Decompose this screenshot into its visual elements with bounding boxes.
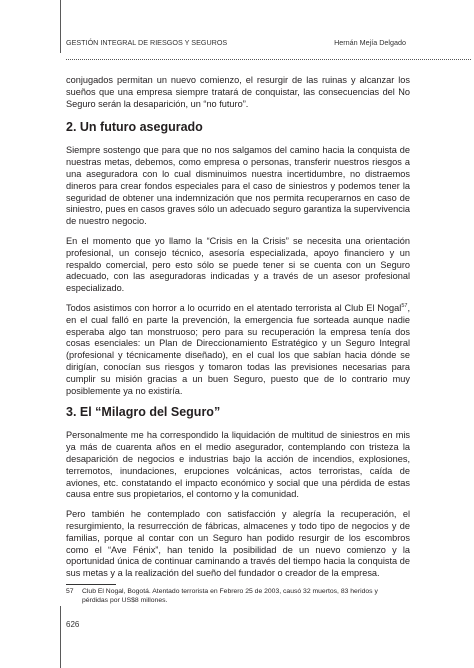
footnote bbox=[66, 588, 396, 605]
paragraph: En el momento que yo llamo la “Crisis en la Crisis” se necesita una orientación profesional, un consejo técnico, asesoría especializada, apoyo financiero y un respaldo comercial, pero esto sólo se puede tener si se cuenta con un Seguro adecuado, con las aseguradoras indicadas y a través de un asesor profesional especializado. bbox=[66, 235, 410, 294]
section-heading-2: 2. Un futuro asegurado bbox=[66, 120, 203, 135]
paragraph-text: Todos asistimos con horror a lo ocurrido en el atentado terrorista al Club El Nogal bbox=[66, 302, 402, 313]
section-heading-3: 3. El “Milagro del Seguro” bbox=[66, 405, 221, 420]
header-book-title: GESTIÓN INTEGRAL DE RIESGOS Y SEGUROS bbox=[66, 38, 228, 47]
footnote-text: Club El Nogal, Bogotá. Atentado terrorista en Febrero 25 de 2003, causó 32 muertos, 83 heridos y pérdidas por US$8 millones. bbox=[82, 588, 378, 604]
page-number: 626 bbox=[66, 620, 80, 629]
header-author: Hernán Mejía Delgado bbox=[334, 38, 406, 47]
paragraph: Pero también he contemplado con satisfacción y alegría la recuperación, el resurgimiento, la resurrección de fábricas, almacenes y todo tipo de negocios y de familias, porque al contar con un Seguro han podido resurgir de los escombros como el “Ave Fénix”, han tenido la posibilidad de un nuevo comienzo y la oportunidad única de continuar caminando a través del tiempo hacia la conquista de sus metas y a la realización del sueño del fundador o creador de la empresa. bbox=[66, 509, 410, 579]
paragraph: Siempre sostengo que para que no nos salgamos del camino hacia la conquista de nuestras metas, debemos, como empresa o personas, transferir nuestros riesgos a una aseguradora con lo cual disminuimos nuestra incertidumbre, no distraemos dineros para crear fondos especiales para el caso de siniestros y podemos tener la seguridad de obtener una indemnización que nos permita recuperarnos en caso de siniestro, pues en casos graves sólo un adecuado seguro garantiza la supervivencia de nuestro negocio. bbox=[66, 145, 410, 227]
paragraph: Personalmente me ha correspondido la liquidación de multitud de siniestros en mis ya más de cuarenta años en el medio asegurador, contemplando con tristeza la desaparición de negocios e industrias bajo la acción de incendios, explosiones, terremotos, inundaciones, erupciones volcánicas, actos terroristas, caída de aviones, etc. constatando el impacto económico y social que una pérdida de estas causa entre sus propietarios, el contorno y la comunidad. bbox=[66, 430, 410, 500]
header-dotted-rule bbox=[66, 59, 471, 60]
running-header bbox=[66, 38, 406, 47]
margin-rule-bottom bbox=[60, 606, 61, 668]
margin-rule-top bbox=[60, 0, 61, 53]
paragraph-text: , en el cual falló en parte la prevención, la emergencia fue sorteada aunque nadie esperaba algo tan monstruoso; pero para su recuperación la empresa tenía dos cosas esenciales: un Plan de Direccionamiento Estratégico y un Seguro Integral (profesional y técnicamente diseñado), en el cual los que sabían hacia dónde se dirigían, conocían sus riesgos y tomaron todas las previsiones necesarias para cumplir su misión gracias a un buen Seguro, puesto que de lo contrario muy posiblemente ya no existiría. bbox=[66, 302, 410, 396]
footnote-number: 57 bbox=[66, 588, 74, 595]
footnote-ref[interactable]: 57 bbox=[401, 302, 408, 309]
paragraph bbox=[66, 303, 410, 397]
body-text bbox=[66, 75, 410, 588]
footnote-rule bbox=[66, 584, 116, 585]
paragraph: conjugados permitan un nuevo comienzo, el resurgir de las ruinas y alcanzar los sueños que una empresa siempre tratará de conquistar, las consecuencias del No Seguro serán la desaparición, un “no futuro”. bbox=[66, 75, 410, 109]
